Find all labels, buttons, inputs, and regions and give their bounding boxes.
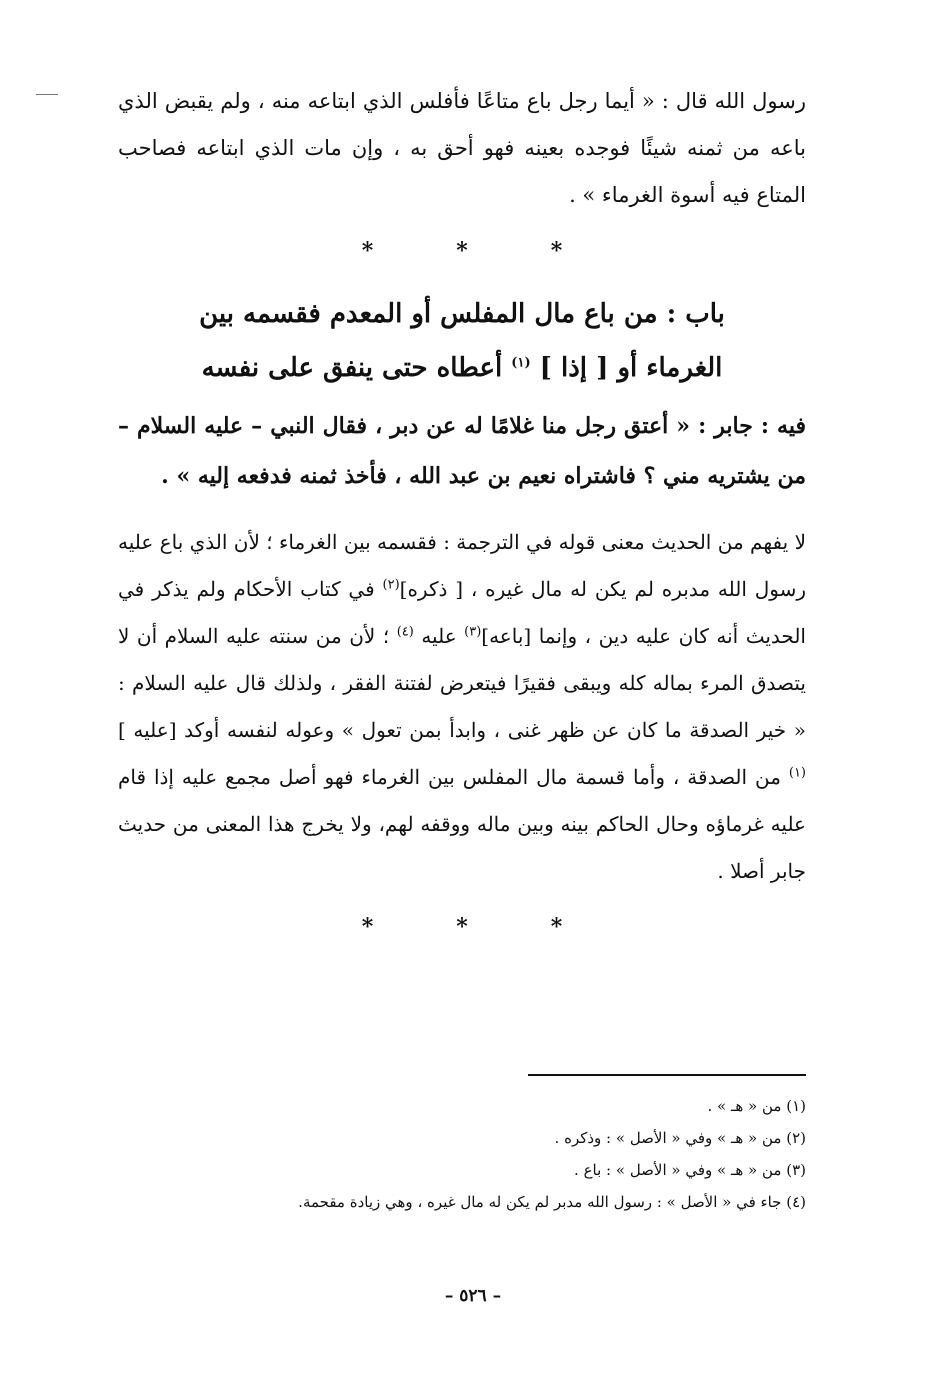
separator-asterisk: * [361, 238, 374, 264]
page-number: – ٥٢٦ – [444, 1286, 502, 1306]
chapter-title-start: باب : من باع مال المفلس أو المعدم فقسمه بين الغرماء أو [ إذا ] [199, 299, 725, 383]
separator-asterisk: * [550, 914, 563, 940]
commentary-text: من الصدقة ، وأما قسمة مال المفلس بين الغرماء فهو أصل مجمع عليه إذا قام عليه غرماؤه وحال الحاكم بينه وبين ماله ووقفه لهم، ولا يخرج هذا المعنى من حديث جابر أصلا . [118, 765, 806, 883]
footnote-ref: (١) [511, 355, 531, 371]
separator-asterisk: * [456, 914, 468, 940]
section-separator-top [118, 219, 806, 283]
commentary-text: ؛ لأن من سنته عليه السلام أن لا يتصدق المرء بماله كله ويبقى فقيرًا فيتعرض لفتنة الفقر ، ولذلك قال عليه السلام : « خير الصدقة ما كان عن ظهر غنى ، وابدأ بمن تعول » وعوله لنفسه أوكد [عليه ] [118, 624, 806, 742]
page-body [118, 78, 806, 959]
commentary-paragraph [118, 519, 806, 895]
footnote-ref: (١) [788, 765, 806, 781]
hadith-text: فيه : جابر : « أعتق رجل منا غلامًا له عن دبر ، فقال النبي – عليه السلام – من يشتريه مني ؟ فاشتراه نعيم بن عبد الله ، فأخذ ثمنه فدفعه إليه » . [118, 413, 806, 489]
footnotes-section [118, 1074, 806, 1218]
separator-asterisk: * [550, 238, 563, 264]
section-separator-bottom [118, 895, 806, 959]
chapter-title-end: أعطاه حتى ينفق على نفسه [201, 353, 503, 383]
commentary-text: عليه [413, 624, 465, 648]
footnote-4: (٤) جاء في « الأصل » : رسول الله مدبر لم يكن له مال غيره ، وهي زيادة مقحمة. [298, 1193, 806, 1211]
footnote-ref: (٢) [382, 577, 400, 593]
footnote-ref: (٣) [464, 624, 482, 640]
footnote-1: (١) من « هـ » . [707, 1097, 806, 1115]
commentary-text: في كتاب الأحكام ولم يذكر في الحديث أنه كان عليه دين ، وإنما [باعه] [118, 577, 806, 648]
opening-paragraph: رسول الله قال : « أيما رجل باع متاعًا فأفلس الذي ابتاعه منه ، ولم يقبض الذي باعه من ثمنه شيئًا فوجده بعينه فهو أحق به ، وإن مات الذي ابتاعه فصاحب المتاع فيه أسوة الغرماء » . [118, 89, 806, 207]
scan-edge-mark [36, 94, 58, 95]
commentary-text: لا يفهم من الحديث معنى قوله في الترجمة : فقسمه بين الغرماء ؛ لأن الذي باع عليه رسول الله مدبره لم يكن له مال غيره ، [ ذكره] [118, 530, 806, 601]
separator-asterisk: * [361, 914, 374, 940]
footnote-divider [528, 1074, 806, 1076]
chapter-title [158, 287, 766, 395]
footnote-ref: (٤) [396, 624, 414, 640]
footnote-2: (٢) من « هـ » وفي « الأصل » : وذكره . [554, 1129, 806, 1147]
separator-asterisk: * [456, 238, 468, 264]
footnote-3: (٣) من « هـ » وفي « الأصل » : باع . [574, 1161, 806, 1179]
